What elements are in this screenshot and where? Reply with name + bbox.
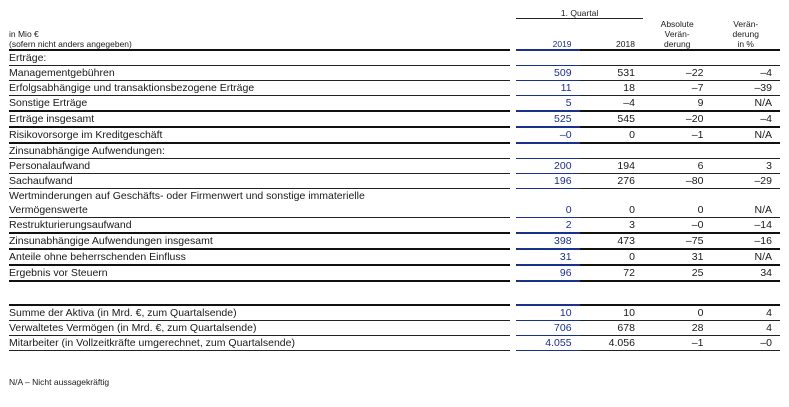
table-row xyxy=(9,249,780,265)
row-label: Risikovorsorge im Kreditgeschäft xyxy=(9,127,510,143)
value-2019: 525 xyxy=(516,111,579,127)
value-2018: 531 xyxy=(580,65,643,80)
abs-change-header-l1: Absolute xyxy=(660,18,694,29)
table-row xyxy=(9,203,780,218)
row-label: Sachaufwand xyxy=(9,173,510,188)
row-label: Anteile ohne beherrschenden Einfluss xyxy=(9,249,510,265)
pct-change-header-l1: Verän- xyxy=(733,18,759,29)
pct-change: –14 xyxy=(711,217,780,233)
section-label-aufwendungen: Zinsunabhängige Aufwendungen: xyxy=(9,143,510,159)
row-label-line2: Vermögenswerte xyxy=(9,203,510,218)
value-2018: 0 xyxy=(580,127,643,143)
table-row xyxy=(9,127,780,143)
abs-change: –1 xyxy=(643,335,712,350)
pct-change-header-l2: derung xyxy=(732,28,759,39)
value-2019: 2 xyxy=(516,217,579,233)
value-2019: 5 xyxy=(516,95,579,111)
abs-change: 0 xyxy=(643,203,712,218)
footnote: N/A – Nicht aussagekräftig xyxy=(9,377,110,387)
abs-change: 0 xyxy=(643,305,712,321)
table-row xyxy=(9,95,780,111)
abs-change: –75 xyxy=(643,233,712,249)
pct-change: –4 xyxy=(711,111,780,127)
pct-change: 4 xyxy=(711,305,780,321)
pct-change: N/A xyxy=(711,249,780,265)
pct-change: –16 xyxy=(711,233,780,249)
abs-change: –22 xyxy=(643,65,712,80)
table-row xyxy=(9,305,780,321)
value-2018: 276 xyxy=(580,173,643,188)
value-2018: 18 xyxy=(580,80,643,95)
pct-change: N/A xyxy=(711,203,780,218)
pct-change: –4 xyxy=(711,65,780,80)
row-label: Mitarbeiter (in Vollzeitkräfte umgerechnet, zum Quartalsende) xyxy=(9,335,510,350)
table-row-total xyxy=(9,265,780,281)
value-2018: 473 xyxy=(580,233,643,249)
row-label: Summe der Aktiva (in Mrd. €, zum Quartalsende) xyxy=(9,305,510,321)
pct-change: N/A xyxy=(711,95,780,111)
value-2019: 200 xyxy=(516,158,579,173)
table-row-wrapped-l1 xyxy=(9,188,780,203)
pct-change: –39 xyxy=(711,80,780,95)
abs-change: –0 xyxy=(643,217,712,233)
row-label: Erträge insgesamt xyxy=(9,111,510,127)
table-row xyxy=(9,65,780,80)
row-label: Ergebnis vor Steuern xyxy=(9,265,510,281)
row-label-line1: Wertminderungen auf Geschäfts- oder Firmenwert und sonstige immaterielle xyxy=(9,189,365,202)
value-2018: 0 xyxy=(580,203,643,218)
value-2019: 31 xyxy=(516,249,579,265)
value-2019: 0 xyxy=(516,203,579,218)
period-header: 1. Quartal xyxy=(516,8,643,19)
value-2019: 509 xyxy=(516,65,579,80)
pct-change: –0 xyxy=(711,335,780,350)
pct-change: –29 xyxy=(711,173,780,188)
value-2019: 706 xyxy=(516,320,579,335)
row-label: Personalaufwand xyxy=(9,158,510,173)
abs-change: –7 xyxy=(643,80,712,95)
table-row xyxy=(9,335,780,350)
value-2018: –4 xyxy=(580,95,643,111)
pct-change: 3 xyxy=(711,158,780,173)
value-2019: 4.055 xyxy=(516,335,579,350)
table-row-total xyxy=(9,233,780,249)
row-label: Zinsunabhängige Aufwendungen insgesamt xyxy=(9,233,510,249)
value-2018: 3 xyxy=(580,217,643,233)
table-row xyxy=(9,320,780,335)
value-2018: 0 xyxy=(580,249,643,265)
abs-change: 31 xyxy=(643,249,712,265)
unit-label-line1: in Mio € xyxy=(9,28,39,39)
row-label: Restrukturierungsaufwand xyxy=(9,217,510,233)
value-2019: 196 xyxy=(516,173,579,188)
value-2019: 11 xyxy=(516,80,579,95)
pct-change: N/A xyxy=(711,127,780,143)
abs-change: 9 xyxy=(643,95,712,111)
value-2018: 10 xyxy=(580,305,643,321)
abs-change: –20 xyxy=(643,111,712,127)
value-2019: –0 xyxy=(516,127,579,143)
abs-change-header-l3: derung xyxy=(643,39,712,50)
abs-change: 6 xyxy=(643,158,712,173)
row-label: Verwaltetes Vermögen (in Mrd. €, zum Quartalsende) xyxy=(9,320,510,335)
value-2019: 10 xyxy=(516,305,579,321)
value-2018: 72 xyxy=(580,265,643,281)
table-row xyxy=(9,80,780,95)
table-row-total xyxy=(9,111,780,127)
row-label: Erfolgsabhängige und transaktionsbezogene Erträge xyxy=(9,80,510,95)
row-label: Managementgebühren xyxy=(9,65,510,80)
unit-label-line2: (sofern nicht anders angegeben) xyxy=(9,39,510,50)
pct-change-header-l3: in % xyxy=(711,39,780,50)
pct-change: 4 xyxy=(711,320,780,335)
col-header-2019: 2019 xyxy=(516,39,579,50)
table-row xyxy=(9,217,780,233)
value-2019: 96 xyxy=(516,265,579,281)
abs-change: –1 xyxy=(643,127,712,143)
table-row xyxy=(9,173,780,188)
abs-change-header-l2: Verän- xyxy=(664,28,690,39)
abs-change: 25 xyxy=(643,265,712,281)
value-2018: 194 xyxy=(580,158,643,173)
pct-change: 34 xyxy=(711,265,780,281)
value-2018: 678 xyxy=(580,320,643,335)
abs-change: 28 xyxy=(643,320,712,335)
value-2019: 398 xyxy=(516,233,579,249)
col-header-2018: 2018 xyxy=(580,39,643,50)
quarterly-results-table xyxy=(9,8,780,351)
row-label: Sonstige Erträge xyxy=(9,95,510,111)
value-2018: 545 xyxy=(580,111,643,127)
section-label-ertraege: Erträge: xyxy=(9,50,510,66)
abs-change: –80 xyxy=(643,173,712,188)
value-2018: 4.056 xyxy=(580,335,643,350)
table-row xyxy=(9,158,780,173)
